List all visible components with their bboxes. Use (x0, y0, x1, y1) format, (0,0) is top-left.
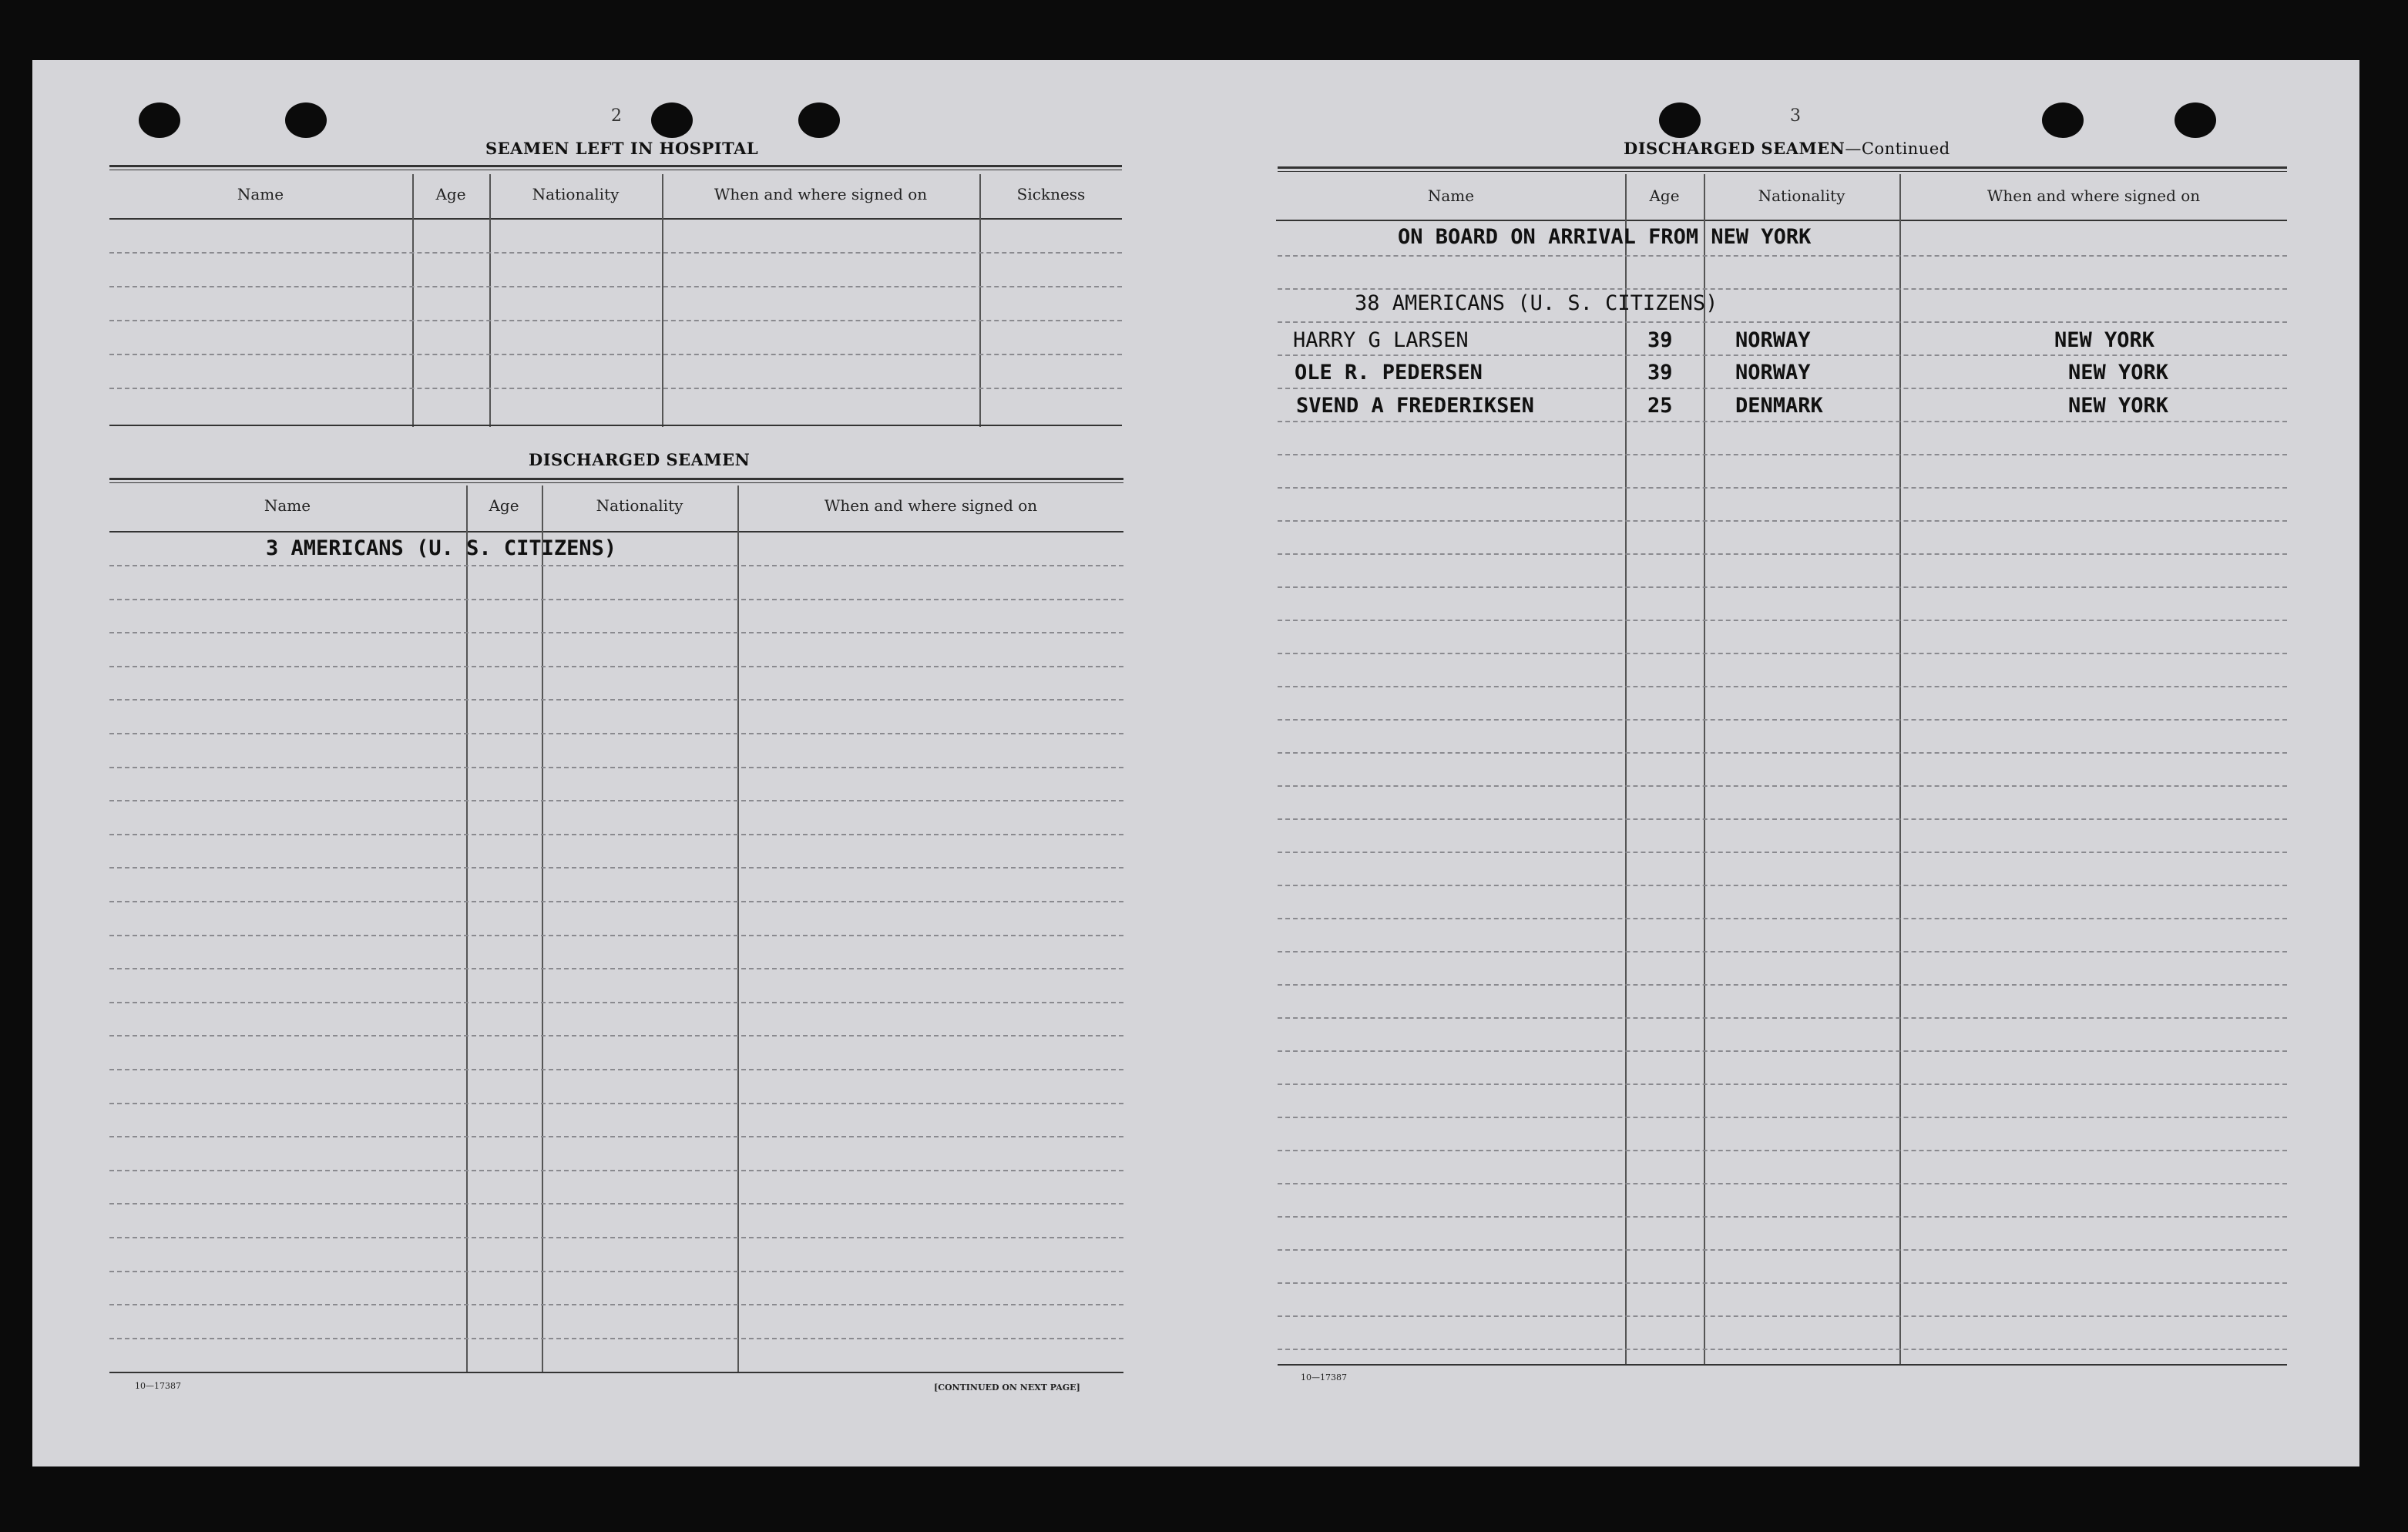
row-line (1278, 1349, 2287, 1350)
seaman-nationality: NORWAY (1735, 361, 1811, 385)
column-header-sickness: Sickness (1016, 185, 1086, 203)
column-header-nationality: Nationality (1758, 186, 1845, 205)
seaman-age: 39 (1647, 328, 1673, 352)
row-line (109, 1002, 1123, 1003)
header-bottom-rule (109, 531, 1123, 533)
arrival-note: ON BOARD ON ARRIVAL FROM NEW YORK (1398, 225, 1812, 249)
row-line (1278, 1117, 2287, 1118)
seaman-name: SVEND A FREDERIKSEN (1296, 394, 1534, 418)
row-line (109, 1170, 1123, 1171)
row-line (1278, 918, 2287, 919)
row-line (109, 286, 1122, 287)
header-bottom-rule (109, 218, 1122, 220)
column-header-signed-on: When and where signed on (1987, 186, 2201, 205)
row-line (1278, 1083, 2287, 1085)
column-divider (1625, 174, 1627, 1364)
row-line (109, 388, 1122, 389)
punch-hole (1659, 102, 1701, 138)
column-header-name: Name (237, 185, 284, 203)
row-line (1278, 288, 2287, 290)
discharged-section-title: DISCHARGED SEAMEN (529, 450, 751, 469)
title-main: DISCHARGED SEAMEN (1624, 139, 1845, 158)
seaman-age: 25 (1647, 394, 1673, 418)
seaman-age: 39 (1647, 361, 1673, 385)
column-header-age: Age (1649, 186, 1680, 205)
row-line (1278, 586, 2287, 588)
header-double-rule (109, 165, 1122, 170)
punch-hole (139, 102, 180, 138)
column-divider (542, 485, 543, 1372)
seaman-name: OLE R. PEDERSEN (1295, 361, 1483, 385)
row-line (1278, 388, 2287, 389)
header-double-rule (1278, 166, 2287, 172)
row-line (1278, 885, 2287, 886)
americans-count-note: 38 AMERICANS (U. S. CITIZENS) (1355, 291, 1718, 315)
page-bottom-rule (1278, 1364, 2287, 1366)
row-line (1278, 620, 2287, 621)
row-line (1278, 1249, 2287, 1251)
right-page (1196, 60, 2359, 1466)
row-line (109, 1035, 1123, 1036)
row-line (1278, 1315, 2287, 1317)
row-line (109, 320, 1122, 321)
seaman-nationality: NORWAY (1735, 328, 1811, 352)
row-line (109, 599, 1123, 600)
page-bottom-rule (109, 1372, 1123, 1373)
row-line (109, 1069, 1123, 1070)
header-double-rule (109, 478, 1123, 483)
continued-note: [CONTINUED ON NEXT PAGE] (934, 1382, 1080, 1393)
row-line (1278, 984, 2287, 986)
punch-hole (2042, 102, 2084, 138)
seaman-nationality: DENMARK (1735, 394, 1823, 418)
row-line (109, 1136, 1123, 1137)
row-line (109, 935, 1123, 936)
row-line (1278, 321, 2287, 323)
row-line (1278, 951, 2287, 952)
seaman-signed-on: NEW YORK (2068, 361, 2169, 385)
seaman-signed-on: NEW YORK (2068, 394, 2169, 418)
column-header-signed-on: When and where signed on (824, 496, 1038, 515)
seaman-signed-on: NEW YORK (2054, 328, 2155, 352)
row-line (1278, 454, 2287, 455)
row-line (109, 901, 1123, 902)
punch-hole (2175, 102, 2216, 138)
column-divider (737, 485, 739, 1372)
section-bottom-rule (109, 425, 1122, 426)
row-line (1278, 1017, 2287, 1019)
column-header-name: Name (1427, 186, 1475, 205)
column-divider (1704, 174, 1705, 1364)
row-line (1278, 255, 2287, 257)
row-line (109, 800, 1123, 801)
column-header-age: Age (435, 185, 466, 203)
column-divider (1899, 174, 1901, 1364)
row-line (109, 252, 1122, 254)
row-line (109, 354, 1122, 355)
hospital-section-title: SEAMEN LEFT IN HOSPITAL (485, 139, 759, 158)
row-line (1278, 1050, 2287, 1052)
punch-hole (651, 102, 693, 138)
punch-hole (798, 102, 840, 138)
discharged-continued-title (1624, 139, 1950, 158)
discharged-count-note: 3 AMERICANS (U. S. CITIZENS) (266, 536, 617, 560)
form-number: 10—17387 (135, 1381, 181, 1391)
row-line (109, 1237, 1123, 1238)
row-line (1278, 852, 2287, 853)
row-line (109, 632, 1123, 633)
row-line (109, 867, 1123, 868)
row-line (1278, 785, 2287, 787)
row-line (1278, 354, 2287, 356)
row-line (1278, 1216, 2287, 1218)
row-line (1278, 520, 2287, 522)
row-line (109, 1271, 1123, 1272)
row-line (109, 699, 1123, 700)
row-line (109, 834, 1123, 835)
column-divider (466, 485, 468, 1372)
column-header-nationality: Nationality (596, 496, 683, 515)
page-number: 3 (1790, 106, 1801, 126)
row-line (1278, 719, 2287, 721)
column-header-name: Name (264, 496, 311, 515)
row-line (1278, 653, 2287, 654)
row-line (1278, 553, 2287, 555)
row-line (109, 1304, 1123, 1305)
header-bottom-rule (1276, 220, 2287, 221)
column-header-age: Age (489, 496, 519, 515)
row-line (1278, 818, 2287, 820)
column-header-nationality: Nationality (532, 185, 620, 203)
row-line (109, 968, 1123, 969)
title-suffix: —Continued (1845, 139, 1950, 158)
row-line (1278, 1150, 2287, 1151)
row-line (1278, 1183, 2287, 1184)
row-line (1278, 752, 2287, 754)
seaman-name: HARRY G LARSEN (1293, 328, 1469, 352)
row-line (1278, 686, 2287, 687)
form-number: 10—17387 (1301, 1372, 1347, 1382)
row-line (109, 565, 1123, 566)
row-line (1278, 1282, 2287, 1284)
left-page (32, 60, 1196, 1466)
row-line (109, 1203, 1123, 1204)
row-line (109, 1103, 1123, 1104)
page-number: 2 (611, 106, 622, 126)
row-line (109, 733, 1123, 734)
row-line (1278, 487, 2287, 489)
row-line (109, 1338, 1123, 1339)
punch-hole (285, 102, 327, 138)
row-line (1278, 421, 2287, 422)
row-line (109, 767, 1123, 768)
column-header-signed-on: When and where signed on (714, 185, 928, 203)
row-line (109, 666, 1123, 667)
